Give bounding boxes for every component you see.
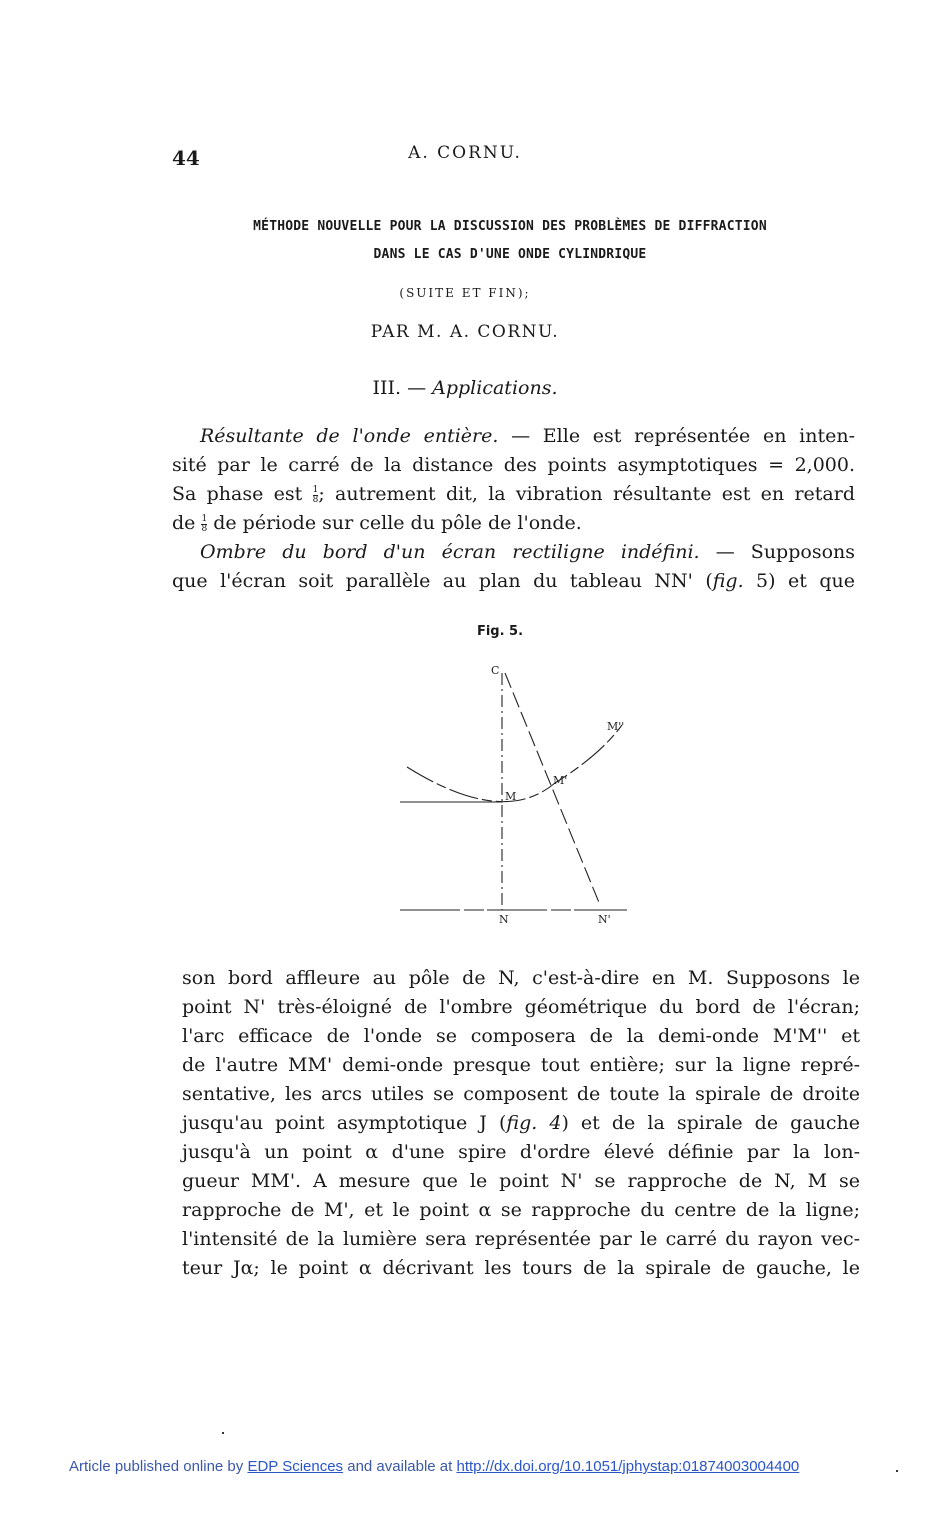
paragraph-2-line-1 bbox=[200, 538, 855, 567]
footer-notice bbox=[69, 1458, 799, 1475]
paragraph-1-text: ; autrement dit, la vibration résultante est en retard bbox=[318, 483, 855, 505]
page-number: 44 bbox=[172, 146, 200, 170]
figure-caption: Fig. 5. bbox=[476, 624, 524, 639]
label-n: N bbox=[499, 913, 509, 925]
paragraph-1-line-2: sité par le carré de la distance des points asymptotiques = 2,000. bbox=[172, 454, 855, 476]
doi-link[interactable]: http://dx.doi.org/10.1051/jphystap:01874003004400 bbox=[456, 1458, 800, 1475]
section-name: Applications. bbox=[432, 377, 558, 399]
figure-reference: fig. 4 bbox=[506, 1112, 562, 1134]
paragraph-1-lead: Résultante de l'onde entière. bbox=[200, 425, 499, 447]
publisher-link[interactable]: EDP Sciences bbox=[247, 1458, 344, 1475]
paragraph-3-line-4: de l'autre MM' demi-onde presque tout entière; sur la ligne repré- bbox=[182, 1054, 860, 1076]
paragraph-3-text: ) et de la spirale de gauche bbox=[561, 1112, 860, 1134]
article-title-line-2: DANS LE CAS D'UNE ONDE CYLINDRIQUE bbox=[373, 247, 647, 262]
figure-5-diagram bbox=[395, 655, 635, 925]
paragraph-1-text: de bbox=[172, 512, 202, 534]
section-heading bbox=[0, 377, 930, 399]
byline: PAR M. A. CORNU. bbox=[370, 322, 560, 342]
paragraph-3-line-1: son bord affleure au pôle de N, c'est-à-dire en M. Supposons le bbox=[182, 967, 860, 989]
article-subtitle: (SUITE ET FIN); bbox=[399, 286, 531, 300]
paragraph-3-line-9: rapproche de M', et le point α se rapproche du centre de la ligne; bbox=[182, 1199, 860, 1221]
paragraph-3-line-7: jusqu'à un point α d'une spire d'ordre élevé définie par la lon- bbox=[182, 1141, 860, 1163]
paragraph-3-text: jusqu'au point asymptotique J ( bbox=[182, 1112, 507, 1134]
fraction-numerator: 1 bbox=[201, 513, 208, 524]
paragraph-1-line-3 bbox=[172, 480, 855, 509]
paragraph-1-text: Sa phase est bbox=[172, 483, 313, 505]
paragraph-1-line-1 bbox=[200, 422, 855, 451]
footer-middle: and available at bbox=[343, 1458, 457, 1475]
paragraph-3-line-8: gueur MM'. A mesure que le point N' se rapproche de N, M se bbox=[182, 1170, 860, 1192]
section-number: III. bbox=[372, 377, 402, 399]
paragraph-2-text: — Supposons bbox=[699, 541, 855, 563]
label-m2: M'' bbox=[607, 720, 625, 733]
paragraph-3-line-2: point N' très-éloigné de l'ombre géométrique du bord de l'écran; bbox=[182, 996, 860, 1018]
label-n1: N' bbox=[598, 913, 611, 925]
label-m1: M' bbox=[553, 774, 568, 787]
paragraph-3-line-6 bbox=[182, 1109, 860, 1138]
footer-prefix: Article published online by bbox=[69, 1458, 248, 1475]
label-m: M bbox=[505, 790, 517, 803]
fraction-denominator: 8 bbox=[312, 494, 319, 505]
paragraph-2-line-2 bbox=[172, 567, 855, 596]
fraction-numerator: 1 bbox=[312, 484, 319, 495]
paragraph-3-line-10: l'intensité de la lumière sera représentée par le carré du rayon vec- bbox=[182, 1228, 860, 1250]
running-head: A. CORNU. bbox=[408, 143, 522, 163]
fraction-denominator: 8 bbox=[201, 523, 208, 534]
paragraph-1-text: de période sur celle du pôle de l'onde. bbox=[207, 512, 582, 534]
scan-speck bbox=[222, 1432, 224, 1434]
scan-speck bbox=[896, 1470, 898, 1472]
paragraph-3-line-3: l'arc efficace de l'onde se composera de la demi-onde M'M'' et bbox=[182, 1025, 860, 1047]
figure-reference: fig. bbox=[712, 570, 744, 592]
paragraph-1-text: — Elle est représentée en inten- bbox=[498, 425, 855, 447]
paragraph-2-text: que l'écran soit parallèle au plan du tableau NN' ( bbox=[172, 570, 713, 592]
paragraph-3-line-11: teur Jα; le point α décrivant les tours de la spirale de gauche, le bbox=[182, 1257, 860, 1279]
paragraph-2-text: 5) et que bbox=[743, 570, 855, 592]
paragraph-1-line-4 bbox=[172, 509, 855, 538]
label-c: C bbox=[491, 664, 500, 677]
ray-line bbox=[505, 673, 600, 905]
paragraph-3-line-5: sentative, les arcs utiles se composent de toute la spirale de droite bbox=[182, 1083, 860, 1105]
section-dash: — bbox=[407, 377, 427, 399]
paragraph-2-lead: Ombre du bord d'un écran rectiligne indéfini. bbox=[200, 541, 700, 563]
article-title-line-1: MÉTHODE NOUVELLE POUR LA DISCUSSION DES PROBLÈMES DE DIFFRACTION bbox=[253, 219, 767, 234]
